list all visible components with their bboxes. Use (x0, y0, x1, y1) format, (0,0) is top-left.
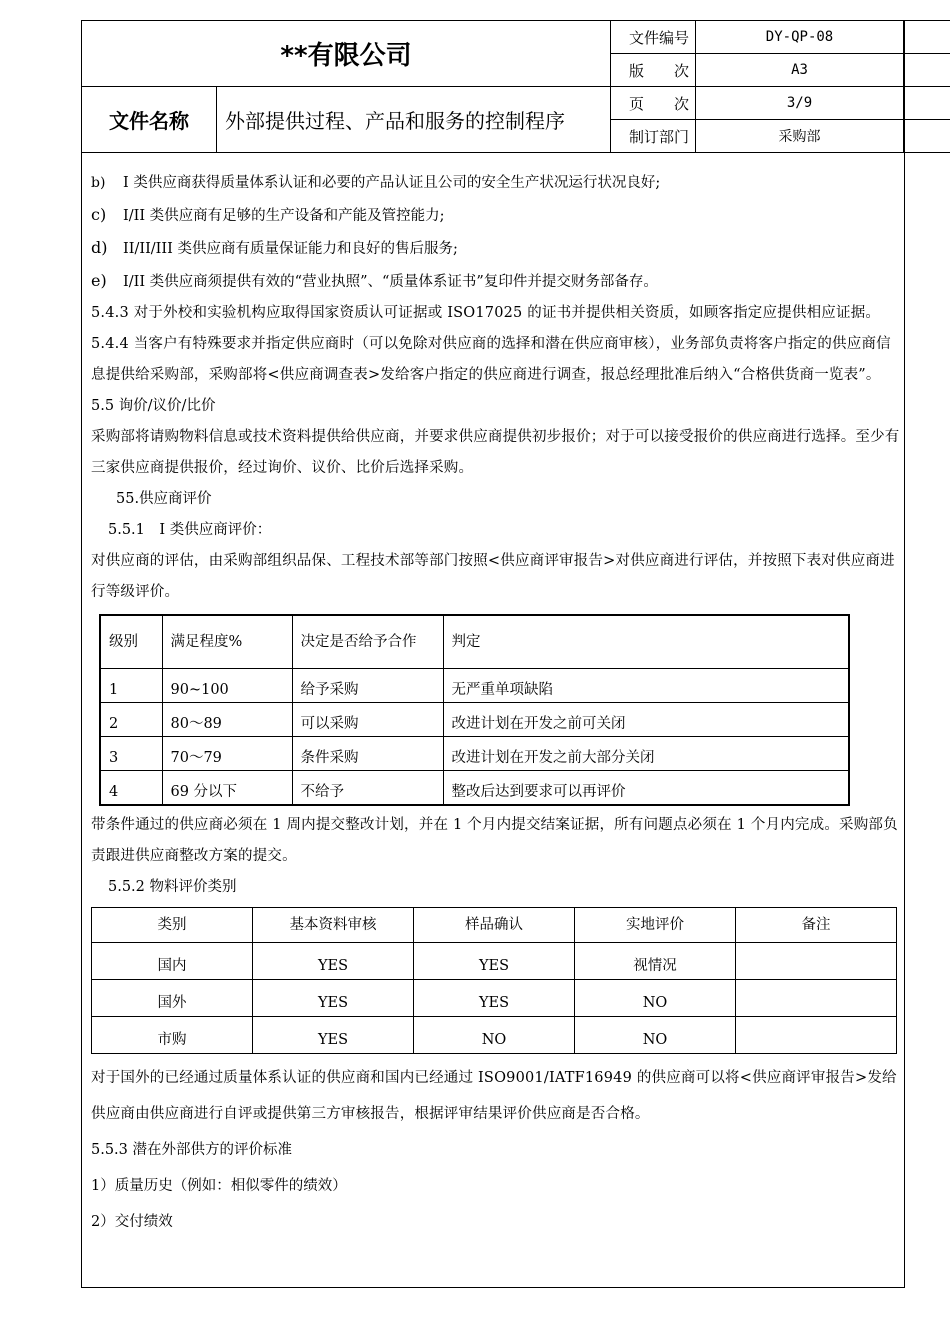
paragraph-5-4-4: 5.4.4 当客户有特殊要求并指定供应商时（可以免除对供应商的选择和潜在供应商审核），业务部负责将客户指定的供应商信息提供给采购部，采购部将<供应商调查表>发给客户指定的供应商进行调查，报总经理批准后纳入“合格供货商一览表”。 (91, 336, 891, 383)
table-cell: 国外 (92, 980, 253, 1017)
list-marker: b) (91, 175, 106, 191)
column-header: 实地评价 (575, 908, 736, 943)
table-cell: 市购 (92, 1017, 253, 1054)
table-row (100, 771, 849, 806)
list-item-c (91, 199, 903, 232)
page-value: 3/9 (696, 87, 904, 120)
table-cell: 69 分以下 (162, 771, 292, 806)
version-value: A3 (696, 54, 904, 87)
doc-name-label: 文件名称 (82, 87, 217, 153)
list-item-b (91, 168, 903, 199)
doc-number-value: DY-QP-08 (696, 21, 904, 54)
table-cell: 90~100 (162, 669, 292, 703)
table-cell (736, 943, 897, 980)
version-label: 版 次 (611, 54, 696, 87)
list-marker: c) (91, 205, 107, 224)
table-row (92, 943, 897, 980)
column-header: 备注 (736, 908, 897, 943)
paragraph-5-4-3: 5.4.3 对于外校和实验机构应取得国家资质认可证据或 ISO17025 的证书并提供相关资质，如顾客指定应提供相应证据。 (91, 305, 881, 321)
column-header: 基本资料审核 (253, 908, 414, 943)
column-header: 决定是否给予合作 (292, 615, 443, 669)
section-heading-5-5: 5.5 询价/议价/比价 (91, 398, 216, 414)
column-header: 类别 (92, 908, 253, 943)
paragraph-5-5: 采购部将请购物料信息或技术资料提供给供应商，并要求供应商提供初步报价；对于可以接受报价的供应商进行选择。至少有三家供应商提供报价，经过询价、议价、比价后选择采购。 (91, 429, 900, 476)
section-heading-5-5-2: 5.5.2 物料评价类别 (108, 879, 237, 895)
column-header: 样品确认 (414, 908, 575, 943)
list-text: I/II 类供应商须提供有效的“营业执照”、“质量体系证书”复印件并提交财务部备存。 (123, 274, 658, 290)
table-cell: YES (253, 1017, 414, 1054)
table-cell: 整改后达到要求可以再评价 (443, 771, 849, 806)
criterion-1: 1）质量历史（例如：相似零件的绩效） (91, 1178, 347, 1194)
table-cell: 3 (100, 737, 162, 771)
table-cell: 2 (100, 703, 162, 737)
list-text: I/II 类供应商有足够的生产设备和产能及管控能力; (123, 208, 445, 224)
table-cell: 视情况 (575, 943, 736, 980)
table-cell: 4 (100, 771, 162, 806)
section-heading-supplier-evaluation: 55.供应商评价 (116, 491, 212, 507)
table-row (92, 980, 897, 1017)
doc-number-label: 文件编号 (611, 21, 696, 54)
grade-table (99, 614, 850, 806)
paragraph-foreign-suppliers: 对于国外的已经通过质量体系认证的供应商和国内已经通过 ISO9001/IATF16949 的供应商可以将<供应商评审报告>发给供应商由供应商进行自评或提供第三方审核报告，根据评审结果评价供应商是否合格。 (91, 1070, 897, 1122)
column-header: 级别 (100, 615, 162, 669)
paragraph-5-5-1: 对供应商的评估，由采购部组织品保、工程技术部等部门按照<供应商评审报告>对供应商进行评估，并按照下表对供应商进行等级评价。 (91, 553, 895, 600)
table-row (100, 737, 849, 771)
list-marker: e) (91, 271, 107, 290)
table-header-row (92, 908, 897, 943)
table-cell: 改进计划在开发之前可关闭 (443, 703, 849, 737)
section-heading-5-5-1: 5.5.1 I 类供应商评价： (108, 522, 272, 538)
table-header-row (100, 615, 849, 669)
table-cell: 无严重单项缺陷 (443, 669, 849, 703)
department-label: 制订部门 (611, 120, 696, 153)
company-name: **有限公司 (82, 21, 611, 87)
criterion-2: 2）交付绩效 (91, 1214, 173, 1230)
table-cell: 80～89 (162, 703, 292, 737)
section-heading-5-5-3: 5.5.3 潜在外部供方的评价标准 (91, 1142, 293, 1158)
table-cell: YES (253, 980, 414, 1017)
document-header (81, 20, 950, 153)
table-row (100, 669, 849, 703)
table-cell: NO (575, 980, 736, 1017)
table-row (100, 703, 849, 737)
table-cell: YES (414, 943, 575, 980)
table-cell: 给予采购 (292, 669, 443, 703)
list-marker: d) (91, 238, 108, 257)
table-cell: 1 (100, 669, 162, 703)
table-cell: 改进计划在开发之前大部分关闭 (443, 737, 849, 771)
table-row (92, 1017, 897, 1054)
list-item-d (91, 232, 903, 265)
doc-name: 外部提供过程、产品和服务的控制程序 (217, 87, 611, 153)
document-body (91, 168, 903, 1240)
table-cell (736, 1017, 897, 1054)
table-cell: 条件采购 (292, 737, 443, 771)
table-cell: YES (414, 980, 575, 1017)
department-value: 采购部 (696, 120, 904, 153)
column-header: 判定 (443, 615, 849, 669)
table-cell: 国内 (92, 943, 253, 980)
table-cell: YES (253, 943, 414, 980)
page-label: 页 次 (611, 87, 696, 120)
table-cell: NO (414, 1017, 575, 1054)
list-item-e (91, 265, 903, 298)
table-cell: 不给予 (292, 771, 443, 806)
list-text: I 类供应商获得质量体系认证和必要的产品认证且公司的安全生产状况运行状况良好; (123, 175, 661, 191)
table-cell: NO (575, 1017, 736, 1054)
table-cell: 可以采购 (292, 703, 443, 737)
material-table (91, 907, 897, 1054)
column-header: 满足程度% (162, 615, 292, 669)
list-text: II/II/III 类供应商有质量保证能力和良好的售后服务; (123, 241, 458, 257)
table-cell: 70～79 (162, 737, 292, 771)
paragraph-conditional-pass: 带条件通过的供应商必须在 1 周内提交整改计划，并在 1 个月内提交结案证据，所有问题点必须在 1 个月内完成。采购部负责跟进供应商整改方案的提交。 (91, 817, 898, 864)
table-cell (736, 980, 897, 1017)
